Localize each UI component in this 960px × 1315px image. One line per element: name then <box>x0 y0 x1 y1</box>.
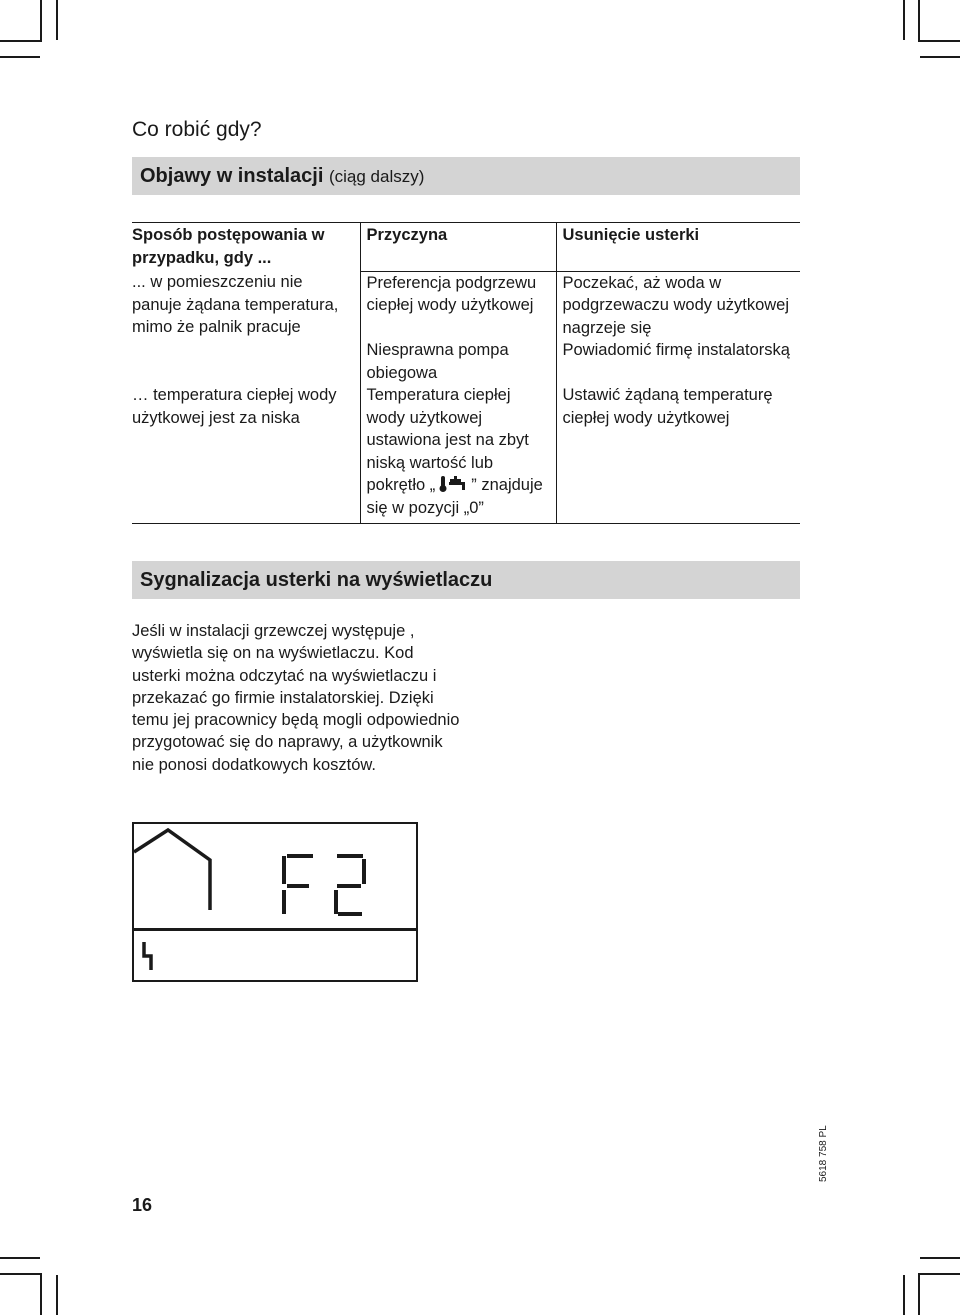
section-subtitle: (ciąg dalszy) <box>328 167 425 186</box>
column-header-cause: Przyczyna <box>360 223 556 272</box>
body-text <box>132 620 462 776</box>
thermometer-tap-icon <box>435 475 471 493</box>
section-title-band <box>132 157 800 195</box>
table-row <box>132 384 800 524</box>
cause-cell <box>360 384 556 524</box>
house-icon <box>134 830 210 910</box>
crop-mark <box>903 1275 905 1315</box>
column-header-fix: Usunięcie usterki <box>556 223 800 272</box>
fault-lightning-icon <box>144 942 151 970</box>
crop-mark <box>903 0 905 40</box>
paragraph: Jeśli w instalacji grzewczej występuje , wyświetla się on na wyświetlaczu. Kod usterki można odczytać na wyświetlaczu i przekazać go firmie instalatorskiej. Dzięki temu jej pracownicy będą mogli odpowiednio przygotować się do naprawy, a użytkownik nie ponosi dodatkowych kosztów. <box>132 622 460 774</box>
crop-mark <box>0 40 42 42</box>
crop-mark <box>920 1257 960 1259</box>
fix-cell: Powiadomić firmę instalatorską <box>556 339 800 384</box>
display-divider <box>134 928 416 931</box>
crop-mark <box>918 40 960 42</box>
table-header-row <box>132 223 800 272</box>
crop-mark <box>40 1273 42 1315</box>
fix-cell: Poczekać, aż woda w podgrzewaczu wody użytkowej nagrzeje się <box>556 271 800 339</box>
section-title-band <box>132 561 800 599</box>
crop-mark <box>918 1273 920 1315</box>
cause-cell: Niesprawna pompa obiegowa <box>360 339 556 384</box>
crop-mark <box>918 0 920 42</box>
cause-text: Temperatura ciepłej wody użytkowej ustawiona jest na zbyt niską wartość lub pokrętło „ <box>366 386 529 494</box>
table-row <box>132 271 800 339</box>
symptom-cell: … temperatura ciepłej wody użytkowej jest za niska <box>132 384 360 524</box>
crop-mark <box>56 0 58 40</box>
crop-mark <box>918 1273 960 1275</box>
crop-mark <box>0 1257 40 1259</box>
cause-text: ” znajduje się w pozycji „0” <box>366 476 543 517</box>
section-title: Sygnalizacja usterki na wyświetlaczu <box>140 569 493 591</box>
symptom-cell: ... w pomieszczeniu nie panuje żądana temperatura, mimo że palnik pracuje <box>132 273 339 336</box>
page-header: Co robić gdy? <box>132 118 262 141</box>
lcd-display <box>132 822 418 982</box>
cause-cell: Preferencja podgrzewu ciepłej wody użytkowej <box>360 271 556 339</box>
crop-mark <box>0 56 40 58</box>
document-code: 5618 758 PL <box>818 1125 829 1182</box>
section-title: Objawy w instalacji <box>140 165 324 187</box>
column-header-symptom: Sposób postępowania w przypadku, gdy ... <box>132 226 325 267</box>
crop-mark <box>56 1275 58 1315</box>
page-number: 16 <box>132 1195 153 1215</box>
crop-mark <box>40 0 42 42</box>
crop-mark <box>0 1273 42 1275</box>
fix-cell: Ustawić żądaną temperaturę ciepłej wody użytkowej <box>556 384 800 524</box>
crop-mark <box>920 56 960 58</box>
lcd-display-graphic <box>134 824 416 980</box>
display-code-f2 <box>282 854 366 916</box>
symptoms-table <box>132 222 800 524</box>
